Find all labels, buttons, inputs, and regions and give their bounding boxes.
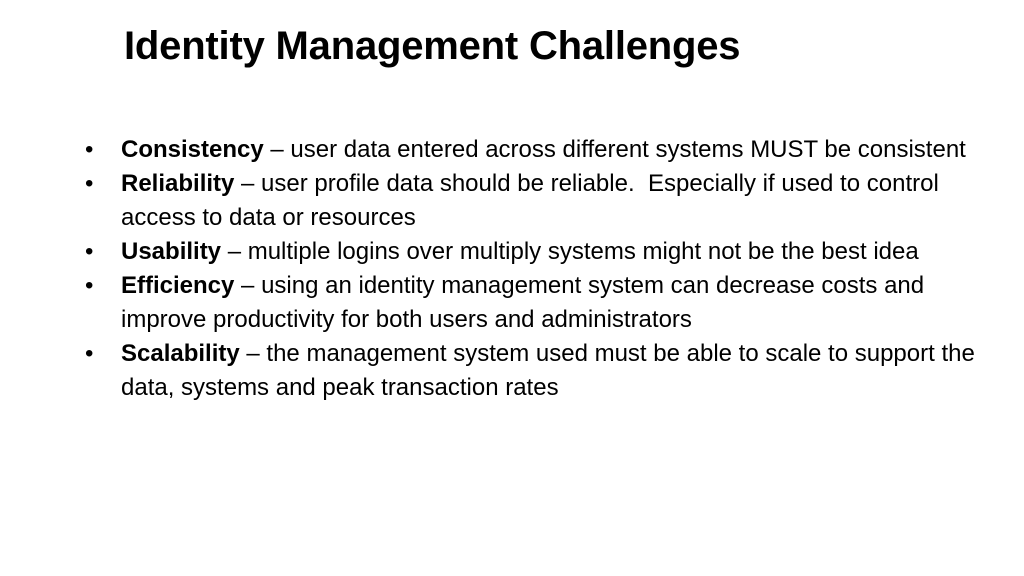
bullet-point-icon: • xyxy=(85,170,94,197)
slide-title: Identity Management Challenges xyxy=(124,24,741,68)
bullet-term: Reliability xyxy=(121,170,235,197)
bullet-item-usability xyxy=(82,235,982,269)
bullet-item-scalability xyxy=(82,337,982,405)
bullet-description: – user profile data should be reliable. Especially if used to control access to data or resources xyxy=(121,170,946,231)
bullet-description: – the management system used must be able to scale to support the data, systems and peak transaction rates xyxy=(121,340,982,401)
bullet-point-icon: • xyxy=(85,136,94,163)
bullet-description: – using an identity management system can decrease costs and improve productivity for both users and administrators xyxy=(121,272,931,333)
bullet-point-icon: • xyxy=(85,340,94,367)
bullet-item-efficiency xyxy=(82,269,982,337)
bullet-description: – multiple logins over multiply systems might not be the best idea xyxy=(221,238,919,265)
bullet-point-icon: • xyxy=(85,272,94,299)
bullet-item-consistency xyxy=(82,133,982,167)
bullet-description: – user data entered across different systems MUST be consistent xyxy=(263,136,966,163)
bullet-point-icon: • xyxy=(85,238,94,265)
bullet-term: Efficiency xyxy=(121,272,235,299)
bullet-list xyxy=(82,133,982,405)
bullet-term: Scalability xyxy=(121,340,240,367)
bullet-term: Usability xyxy=(121,238,222,265)
bullet-term: Consistency xyxy=(121,136,264,163)
bullet-item-reliability xyxy=(82,167,982,235)
